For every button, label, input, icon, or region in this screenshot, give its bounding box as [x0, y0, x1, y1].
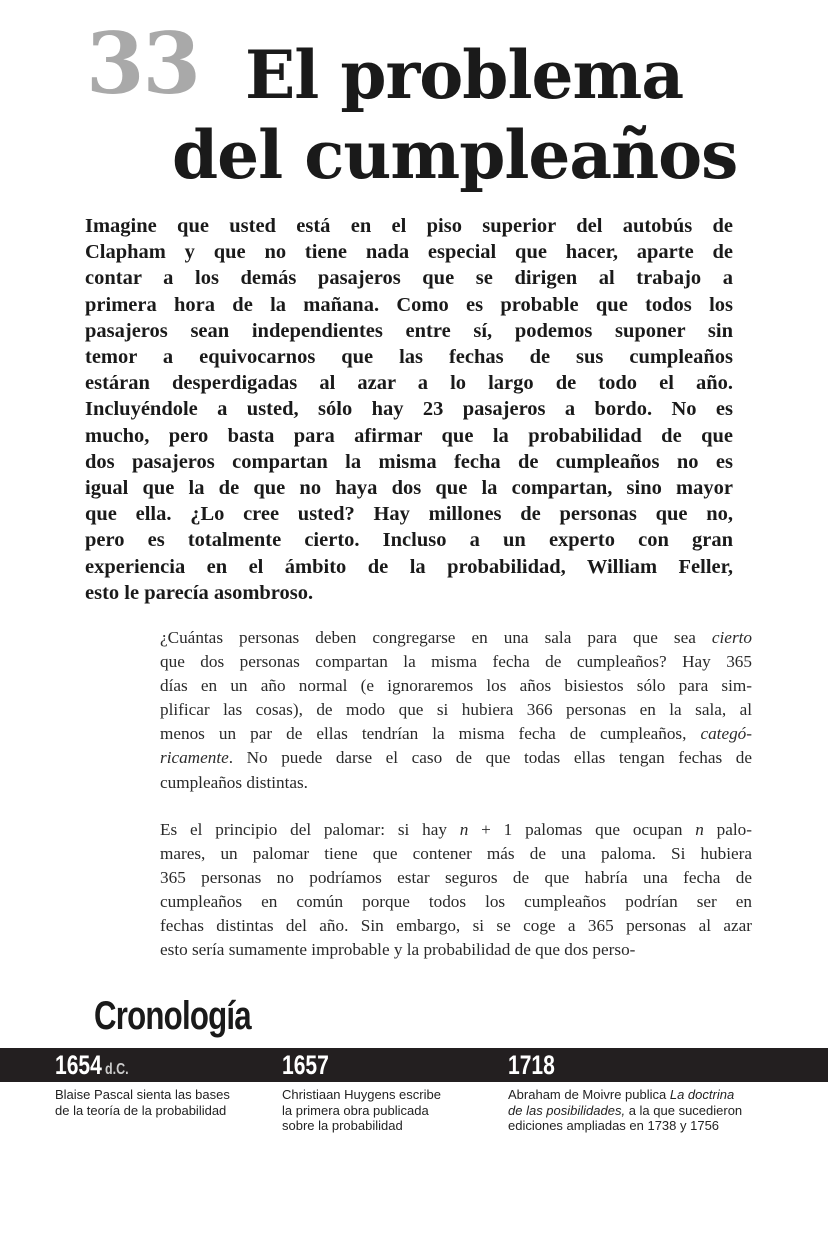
timeline-desc-1657: [282, 1087, 441, 1134]
text-segment: mares, un palomar tiene que contener más de una paloma. Si hubiera: [160, 844, 752, 864]
text-line: Incluyéndole a usted, sólo hay 23 pasajeros a bordo. No es: [85, 398, 733, 421]
desc-line: Christiaan Huygens escribe: [282, 1087, 441, 1102]
desc-line: de la teoría de la probabilidad: [55, 1102, 227, 1118]
text-line: [160, 866, 752, 890]
era-label: d.C.: [104, 1061, 129, 1078]
desc-line: [508, 1087, 742, 1103]
chapter-number: 33: [86, 14, 199, 113]
chapter-title-line-2: del cumpleaños: [172, 116, 738, 194]
book-title: de las posibilidades,: [508, 1102, 626, 1118]
text: a la que sucedieron: [625, 1102, 743, 1118]
text-line: [160, 746, 752, 770]
timeline-desc-1654: [55, 1087, 230, 1118]
text-line: temor a equivocarnos que las fechas de sus cumpleaños: [85, 346, 733, 369]
text-segment: cumpleaños distintas.: [160, 772, 308, 792]
text-segment: ¿Cuántas personas deben congregarse en una sala para que sea: [160, 628, 712, 647]
year-text: 1654: [55, 1050, 102, 1080]
desc-line: la primera obra publicada: [282, 1102, 429, 1118]
text-segment: . No puede darse el caso de que todas ellas tengan fechas de: [228, 748, 752, 768]
text-line: estáran desperdigadas al azar a lo largo de todo el año.: [85, 372, 733, 395]
intro-paragraph: [85, 213, 733, 606]
body-paragraph-1: [160, 626, 752, 795]
body-paragraph-2: [160, 818, 752, 963]
text-segment: días en un año normal (e ignoraremos los años bisiestos sólo para sim-: [160, 676, 752, 696]
text-segment: cierto: [711, 628, 752, 647]
text-line: primera hora de la mañana. Como es probable que todos los: [85, 293, 733, 316]
timeline-heading: Cronología: [94, 994, 251, 1038]
text-segment: fechas distintas del año. Sin embargo, si se coge a 365 personas al azar: [160, 916, 752, 936]
text-segment: + 1 palomas que ocupan: [468, 820, 696, 839]
text-line: contar a los demás pasajeros que se dirigen al trabajo a: [85, 267, 733, 290]
text-segment: categó-: [700, 724, 752, 744]
text-line: esto le parecía asombroso.: [85, 581, 314, 604]
text-line: [160, 842, 752, 866]
text-line: que ella. ¿Lo cree usted? Hay millones de personas que no,: [85, 503, 733, 526]
text-line: [160, 938, 752, 962]
timeline-year-1654: [55, 1050, 129, 1085]
text-line: [160, 626, 752, 650]
text-line: experiencia en el ámbito de la probabilidad, William Feller,: [85, 555, 733, 578]
desc-line: Blaise Pascal sienta las bases: [55, 1087, 230, 1102]
text-segment: n: [459, 820, 469, 839]
text-line: mucho, pero basta para afirmar que la probabilidad de que: [85, 424, 733, 447]
desc-line: sobre la probabilidad: [282, 1118, 403, 1133]
text-segment: Es el principio del palomar: si hay: [160, 820, 460, 839]
chapter-title-line-1: El problema: [245, 36, 684, 114]
desc-line: [508, 1103, 742, 1119]
text-line: pasajeros sean independientes entre sí, podemos suponer sin: [85, 319, 733, 342]
timeline-year-1657: 1657: [282, 1050, 329, 1080]
text-segment: plificar las cosas), de modo que si hubiera 366 personas en la sala, al: [160, 700, 752, 720]
text-line: igual que la de que no haya dos que la compartan, sino mayor: [85, 477, 733, 500]
text-line: [160, 914, 752, 938]
text: Abraham de Moivre publica: [508, 1087, 670, 1102]
text-line: dos pasajeros compartan la misma fecha de cumpleaños no es: [85, 450, 733, 473]
text-line: pero es totalmente cierto. Incluso a un experto con gran: [85, 529, 733, 552]
desc-line: ediciones ampliadas en 1738 y 1756: [508, 1118, 720, 1133]
text-segment: menos un par de ellas tendrían la misma fecha de cumpleaños,: [160, 724, 701, 744]
text-line: [160, 698, 752, 722]
text-segment: ricamente: [160, 748, 229, 768]
text-line: [160, 890, 752, 914]
text-line: [160, 818, 752, 842]
timeline-year-1718: 1718: [508, 1050, 555, 1080]
text-line: [160, 771, 752, 795]
text-line: Imagine que usted está en el piso superior del autobús de: [85, 215, 733, 237]
text-line: [160, 722, 752, 746]
text-segment: que dos personas compartan la misma fecha de cumpleaños? Hay 365: [160, 652, 752, 672]
text-segment: palo-: [703, 820, 752, 839]
text-segment: esto sería sumamente improbable y la probabilidad de que dos perso-: [160, 940, 636, 960]
text-line: [160, 674, 752, 698]
book-title: La doctrina: [669, 1087, 735, 1102]
text-segment: 365 personas no podríamos estar seguros de que habría una fecha de: [160, 868, 752, 888]
text-segment: n: [695, 820, 704, 839]
text-segment: cumpleaños en común porque todos los cumpleaños podrían ser en: [160, 892, 752, 912]
timeline-desc-1718: [508, 1087, 742, 1134]
text-line: Clapham y que no tiene nada especial que hacer, aparte de: [85, 241, 733, 264]
text-line: [160, 650, 752, 674]
